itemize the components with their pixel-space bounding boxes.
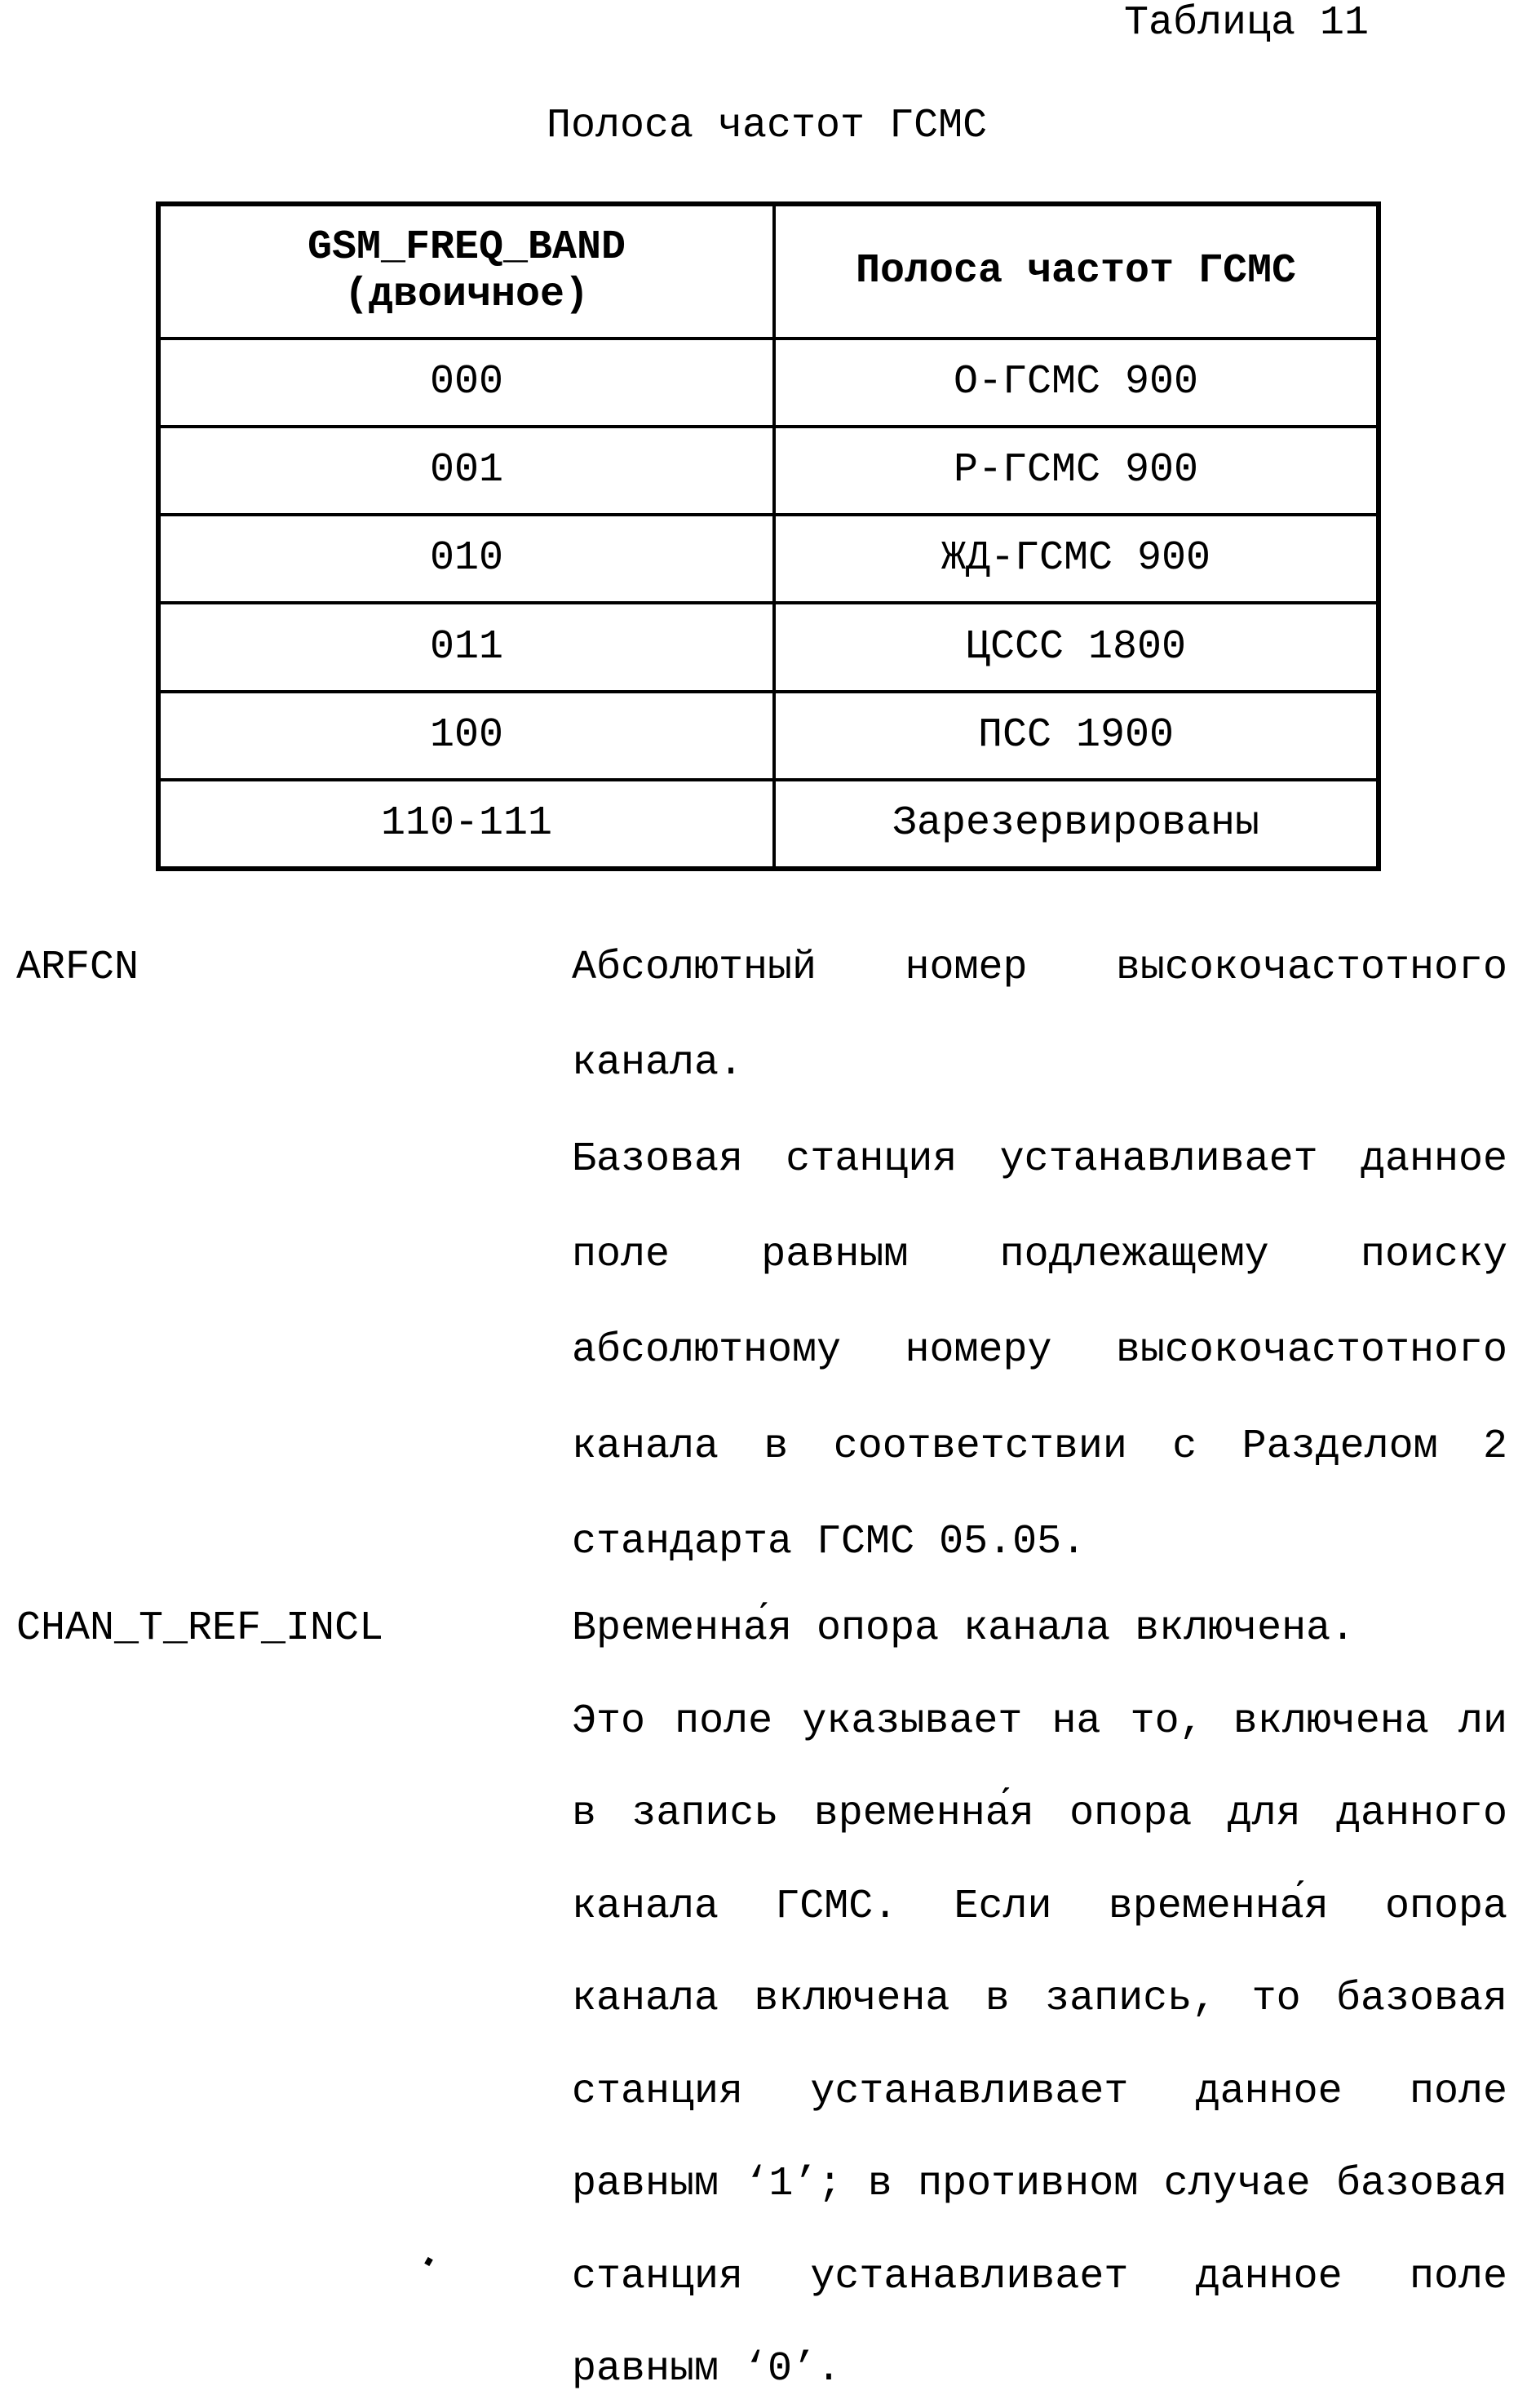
table-row-name (772, 778, 1376, 866)
table-header-col2 (772, 206, 1376, 337)
table-row-name (772, 513, 1376, 601)
table-row-band (161, 690, 772, 778)
header-col2-label: Полоса частот ГСМС (855, 248, 1297, 294)
table-header-col1 (161, 206, 772, 337)
table-row-name (772, 337, 1376, 425)
band-value: 100 (429, 711, 503, 759)
body-line: стандарта ГСМС 05.05. (572, 1519, 1087, 1565)
table-row-band (161, 601, 772, 689)
band-value: 011 (429, 623, 503, 671)
body-line: в запись временна́я опора для данного (572, 1791, 1507, 1837)
scan-artifact-dot (424, 2257, 433, 2266)
table-row-name (772, 425, 1376, 513)
body-line: канала включена в запись, то базовая (572, 1976, 1507, 2022)
table-row-name (772, 601, 1376, 689)
body-line: абсолютному номеру высокочастотного (572, 1327, 1507, 1374)
body-line: канала в соответствии с Разделом 2 (572, 1423, 1507, 1470)
table-row-band (161, 425, 772, 513)
body-line: поле равным подлежащему поиску (572, 1232, 1507, 1278)
body-line: канала. (572, 1040, 744, 1087)
table-title: Полоса частот ГСМС (547, 103, 988, 149)
band-name: О-ГСМС 900 (953, 359, 1199, 406)
body-line: равным ‘0’. (572, 2346, 842, 2393)
table-row-band (161, 778, 772, 866)
band-name: ЦССС 1800 (965, 623, 1187, 671)
header-col1-line2: (двоичное) (343, 272, 590, 318)
gsm-freq-band-table (156, 201, 1381, 871)
body-line: Временна́я опора канала включена. (572, 1605, 1356, 1652)
term-chan-t-ref-incl: CHAN_T_REF_INCL (16, 1605, 384, 1652)
table-row-name (772, 690, 1376, 778)
table-caption: Таблица 11 (1124, 0, 1370, 46)
band-value: 000 (429, 359, 503, 406)
body-line: Базовая станция устанавливает данное (572, 1136, 1507, 1183)
band-value: 110-111 (380, 799, 553, 847)
body-line: станция устанавливает данное поле (572, 2069, 1507, 2115)
body-line: станция устанавливает данное поле (572, 2254, 1507, 2300)
band-name: Зарезервированы (892, 799, 1260, 847)
header-col1-line1: GSM_FREQ_BAND (307, 224, 626, 271)
table-row-band (161, 337, 772, 425)
band-value: 010 (429, 535, 503, 582)
body-line: Это поле указывает на то, включена ли (572, 1698, 1507, 1745)
band-name: Р-ГСМС 900 (953, 447, 1199, 494)
band-name: ПСС 1900 (977, 711, 1175, 759)
body-line: равным ‘1’; в противном случае базовая (572, 2161, 1507, 2207)
body-line: канала ГСМС. Если временна́я опора (572, 1883, 1507, 1930)
band-value: 001 (429, 447, 503, 494)
term-arfcn: ARFCN (16, 945, 139, 991)
table-row-band (161, 513, 772, 601)
band-name: ЖД-ГСМС 900 (941, 535, 1211, 582)
body-line: Абсолютный номер высокочастотного (572, 945, 1507, 991)
